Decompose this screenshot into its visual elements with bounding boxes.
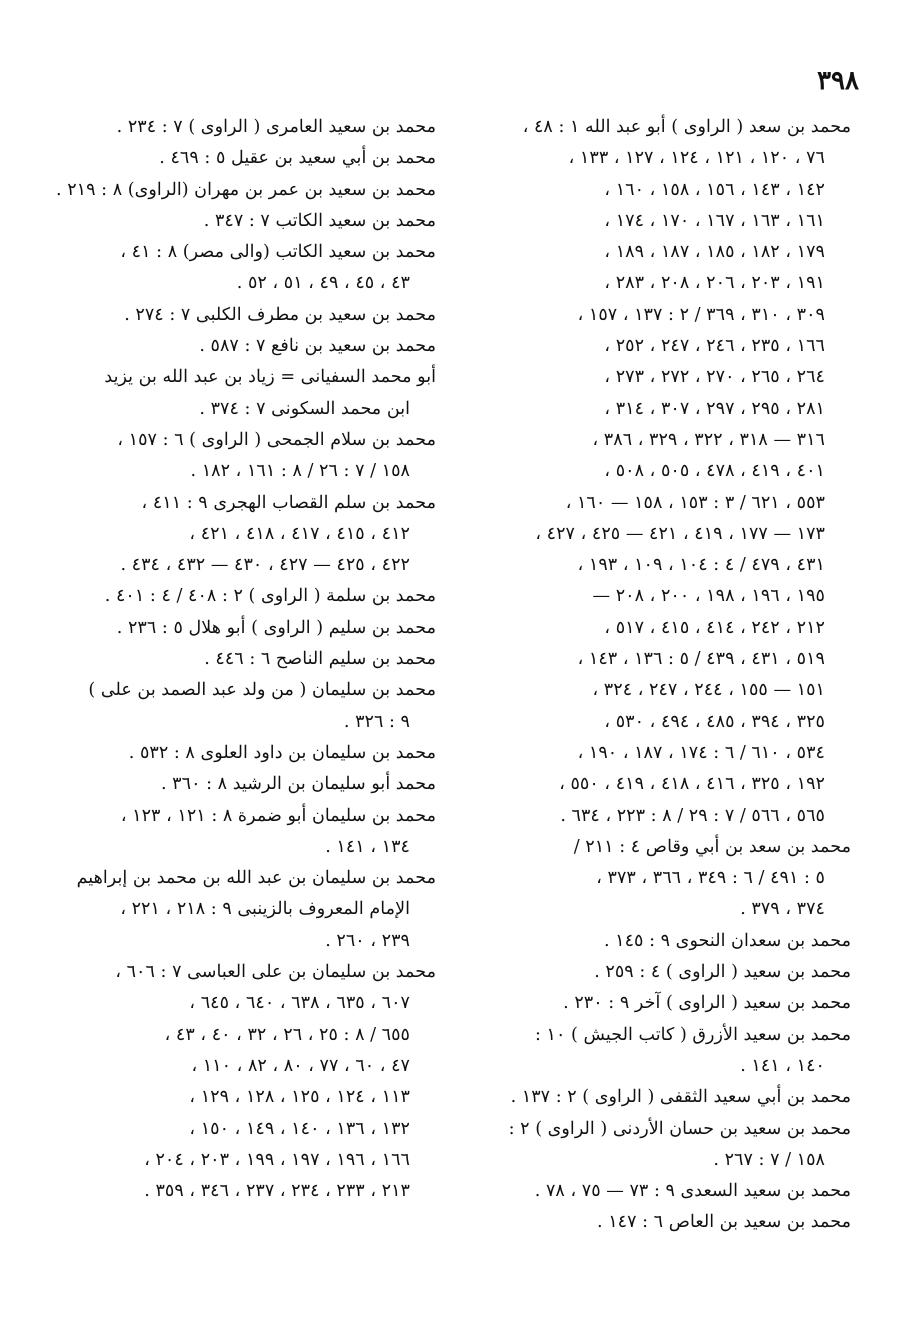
entry-heading-line: محمد بن سليم الناصح ٦ : ٤٤٦ . [204,649,436,670]
index-entry [54,362,436,425]
entry-continuation-line: ١٦٦ ، ١٩٦ ، ١٩٧ ، ١٩٩ ، ٢٠٣ ، ٢٠٤ ، [144,1149,410,1170]
entry-heading-line: محمد بن سليمان أبو ضمرة ٨ : ١٢١ ، ١٢٣ ، [120,805,436,826]
index-entry [54,425,436,488]
page-number: ٣٩٨ [817,66,859,96]
entry-continuation-line: ٤٢٢ ، ٤٢٥ — ٤٢٧ ، ٤٣٠ — ٤٣٢ ، ٤٣٤ . [120,555,410,576]
entry-heading-line: محمد بن سعيد الكاتب ٧ : ٣٤٧ . [203,210,436,231]
index-entry [54,738,436,769]
entry-continuation-line: ١٧٩ ، ١٨٢ ، ١٨٥ ، ١٨٧ ، ١٨٩ ، [604,242,825,263]
entry-continuation-line: ١٦١ ، ١٦٣ ، ١٦٧ ، ١٧٠ ، ١٧٤ ، [604,210,825,231]
entry-continuation-line: ١١٣ ، ١٢٤ ، ١٢٥ ، ١٢٨ ، ١٢٩ ، [189,1087,410,1108]
index-entry [54,143,436,174]
entry-heading-line: محمد بن سعيد بن العاص ٦ : ١٤٧ . [597,1212,851,1233]
index-entry [469,832,851,926]
entry-heading-line: محمد بن سعيد ( الراوى ) آخر ٩ : ٢٣٠ . [563,993,851,1014]
entry-heading-line: محمد بن سليم ( الراوى ) أبو هلال ٥ : ٢٣٦ . [116,617,436,638]
index-entry [54,581,436,612]
index-entry [54,957,436,1207]
entry-heading-line: محمد بن سليمان بن عبد الله بن محمد بن إبراهيم [76,868,436,889]
entry-continuation-line: الإمام المعروف بالزينبى ٩ : ٢١٨ ، ٢٢١ ، [120,899,410,920]
entry-heading-line: محمد بن سعيد الأزرق ( كاتب الجيش ) ١٠ : [535,1024,851,1045]
entry-heading-line: محمد بن سعيد بن حسان الأردنى ( الراوى ) ٢ : [508,1118,851,1139]
entry-continuation-line: ٤٠١ ، ٤١٩ ، ٤٧٨ ، ٥٠٥ ، ٥٠٨ ، [604,461,825,482]
entry-continuation-line: ٢٣٩ ، ٢٦٠ . [325,930,410,951]
entry-continuation-line: ٥١٩ ، ٤٣١ ، ٤٣٩ / ٥ : ١٣٦ ، ١٤٣ ، [577,649,825,670]
entry-continuation-line: ١٩١ ، ٢٠٣ ، ٢٠٦ ، ٢٠٨ ، ٢٨٣ ، [604,273,825,294]
entry-heading-line: محمد بن سعيد بن عمر بن مهران (الراوى) ٨ : ٢١٩ . [56,179,436,200]
entry-continuation-line: ٥٥٣ ، ٦٢١ / ٣ : ١٥٣ ، ١٥٨ — ١٦٠ ، [565,492,825,513]
entry-continuation-line: ١٥١ — ١٥٥ ، ٢٤٤ ، ٢٤٧ ، ٣٢٤ ، [592,680,825,701]
index-entry [469,926,851,957]
index-entry [54,237,436,300]
entry-continuation-line: ٣٧٤ ، ٣٧٩ . [740,899,825,920]
entry-heading-line: محمد بن سعيد الكاتب (والى مصر) ٨ : ٤١ ، [120,242,436,263]
entry-continuation-line: ٥٦٥ ، ٥٦٦ / ٧ : ٢٩ / ٨ : ٢٢٣ ، ٦٣٤ . [560,805,825,826]
index-entry [469,1082,851,1113]
entry-heading-line: محمد أبو سليمان بن الرشيد ٨ : ٣٦٠ . [160,774,436,795]
entry-continuation-line: ابن محمد السكونى ٧ : ٣٧٤ . [199,398,410,419]
index-entry [469,1176,851,1207]
entry-continuation-line: ١٤٠ ، ١٤١ . [740,1055,825,1076]
entry-heading-line: محمد بن سليمان ( من ولد عبد الصمد بن على ) [88,680,436,701]
index-entry [54,769,436,800]
entry-continuation-line: ٥ : ٤٩١ / ٦ : ٣٤٩ ، ٣٦٦ ، ٣٧٣ ، [596,868,825,889]
entry-continuation-line: ٧٦ ، ١٢٠ ، ١٢١ ، ١٢٤ ، ١٢٧ ، ١٣٣ ، [568,148,825,169]
entry-continuation-line: ٤٣ ، ٤٥ ، ٤٩ ، ٥١ ، ٥٢ . [236,273,410,294]
entry-heading-line: محمد بن سعيد السعدى ٩ : ٧٣ — ٧٥ ، ٧٨ . [534,1181,851,1202]
index-entry [469,1114,851,1177]
index-entry [54,675,436,738]
entry-continuation-line: ١٦٦ ، ٢٣٥ ، ٢٤٦ ، ٢٤٧ ، ٢٥٢ ، [604,336,825,357]
index-entry [54,206,436,237]
index-entry [469,988,851,1019]
entry-heading-line: محمد بن سلمة ( الراوى ) ٢ : ٤٠٨ / ٤ : ٤٠١ . [104,586,436,607]
index-entry [54,801,436,864]
entry-continuation-line: ١٧٣ — ١٧٧ ، ٤١٩ ، ٤٢١ — ٤٢٥ ، ٤٢٧ ، [535,523,825,544]
entry-heading-line: محمد بن سعيد ( الراوى ) ٤ : ٢٥٩ . [594,962,851,983]
entry-continuation-line: ١٩٥ ، ١٩٦ ، ١٩٨ ، ٢٠٠ ، ٢٠٨ — [592,586,825,607]
index-column-left [54,112,436,1207]
entry-continuation-line: ٥٣٤ ، ٦١٠ / ٦ : ١٧٤ ، ١٨٧ ، ١٩٠ ، [577,742,825,763]
entry-continuation-line: ٤٧ ، ٦٠ ، ٧٧ ، ٨٠ ، ٨٢ ، ١١٠ ، [191,1055,410,1076]
index-entry [54,331,436,362]
entry-continuation-line: ٤٣١ ، ٤٧٩ / ٤ : ١٠٤ ، ١٠٩ ، ١٩٣ ، [577,555,825,576]
entry-heading-line: محمد بن سلم القصاب الهجرى ٩ : ٤١١ ، [141,492,436,513]
entry-continuation-line: ٦٥٥ / ٨ : ٢٥ ، ٢٦ ، ٣٢ ، ٤٠ ، ٤٣ ، [164,1024,410,1045]
entry-heading-line: محمد بن سعد بن أبي وقاص ٤ : ٢١١ / [573,836,851,857]
entry-continuation-line: ١٩٢ ، ٣٢٥ ، ٤١٦ ، ٤١٨ ، ٤١٩ ، ٥٥٠ ، [559,774,825,795]
entry-continuation-line: ١٣٤ ، ١٤١ . [325,836,410,857]
entry-heading-line: محمد بن سليمان بن داود العلوى ٨ : ٥٣٢ . [128,742,436,763]
entry-continuation-line: ٢٦٤ ، ٢٦٥ ، ٢٧٠ ، ٢٧٢ ، ٢٧٣ ، [604,367,825,388]
index-entry [54,175,436,206]
entry-heading-line: محمد بن سعد ( الراوى ) أبو عبد الله ١ : ٤٨ ، [522,117,851,137]
entry-heading-line: محمد بن أبي سعيد الثقفى ( الراوى ) ٢ : ١٣٧ . [510,1087,851,1108]
entry-continuation-line: ٢١٢ ، ٢٤٢ ، ٤١٤ ، ٤١٥ ، ٥١٧ ، [604,617,825,638]
index-entry [469,1207,851,1238]
index-entry [54,300,436,331]
entry-continuation-line: ٣٠٩ ، ٣١٠ ، ٣٦٩ / ٢ : ١٣٧ ، ١٥٧ ، [577,304,825,325]
entry-continuation-line: ٩ : ٣٢٦ . [343,711,410,732]
index-entry [54,644,436,675]
index-entry [54,863,436,957]
entry-continuation-line: ٢١٣ ، ٢٣٣ ، ٢٣٤ ، ٢٣٧ ، ٣٤٦ ، ٣٥٩ . [144,1181,410,1202]
entry-continuation-line: ٤١٢ ، ٤١٥ ، ٤١٧ ، ٤١٨ ، ٤٢١ ، [189,523,410,544]
entry-heading-line: محمد بن سعدان النحوى ٩ : ١٤٥ . [603,930,851,951]
index-entry [54,112,436,143]
entry-continuation-line: ١٥٨ / ٧ : ٢٦٧ . [713,1149,825,1170]
entry-continuation-line: ١٣٢ ، ١٣٦ ، ١٤٠ ، ١٤٩ ، ١٥٠ ، [189,1118,410,1139]
index-entry [469,957,851,988]
entry-heading-line: محمد بن سعيد بن مطرف الكلبى ٧ : ٢٧٤ . [124,304,436,325]
index-entry [469,112,851,832]
entry-continuation-line: ٦٠٧ ، ٦٣٥ ، ٦٣٨ ، ٦٤٠ ، ٦٤٥ ، [189,993,410,1014]
index-entry [54,613,436,644]
index-entry [54,488,436,582]
index-column-right [469,112,851,1239]
index-entry [469,1020,851,1083]
entry-heading-line: أبو محمد السفيانى = زياد بن عبد الله بن يزيد [104,367,436,388]
entry-heading-line: محمد بن سليمان بن على العباسى ٧ : ٦٠٦ ، [115,962,436,983]
entry-continuation-line: ٣٢٥ ، ٣٩٤ ، ٤٨٥ ، ٤٩٤ ، ٥٣٠ ، [604,711,825,732]
entry-continuation-line: ١٤٢ ، ١٤٣ ، ١٥٦ ، ١٥٨ ، ١٦٠ ، [604,179,825,200]
entry-heading-line: محمد بن أبي سعيد بن عقيل ٥ : ٤٦٩ . [159,148,436,169]
entry-heading-line: محمد بن سلام الجمحى ( الراوى ) ٦ : ١٥٧ ، [117,429,436,450]
entry-heading-line: محمد بن سعيد العامرى ( الراوى ) ٧ : ٢٣٤ . [116,117,436,137]
entry-continuation-line: ٣١٦ — ٣١٨ ، ٣٢٢ ، ٣٢٩ ، ٣٨٦ ، [592,429,825,450]
entry-heading-line: محمد بن سعيد بن نافع ٧ : ٥٨٧ . [199,336,436,357]
entry-continuation-line: ٢٨١ ، ٢٩٥ ، ٢٩٧ ، ٣٠٧ ، ٣١٤ ، [604,398,825,419]
entry-continuation-line: ١٥٨ / ٧ : ٢٦ / ٨ : ١٦١ ، ١٨٢ . [190,461,410,482]
